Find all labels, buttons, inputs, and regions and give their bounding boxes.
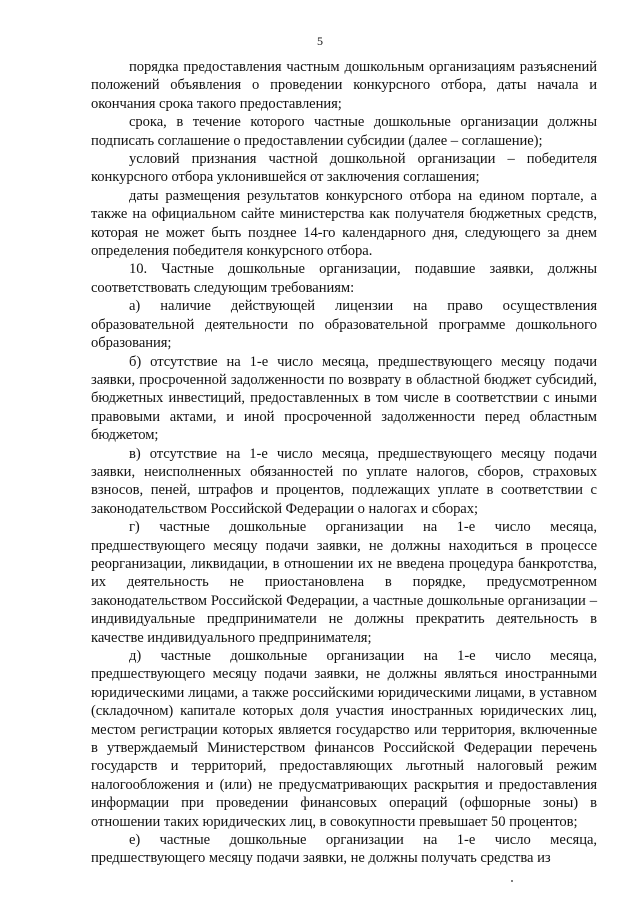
scan-dot bbox=[511, 880, 513, 882]
paragraph-agreement-deadline: срока, в течение которого частные дошкольные организации должны подписать соглашение о предоставлении субсидии (далее – соглашение); bbox=[91, 114, 597, 149]
document-body bbox=[91, 58, 597, 868]
paragraph-item-v-tax-obligations: в) отсутствие на 1-е число месяца, предшествующего месяцу подачи заявки, неисполненных обязанностей по уплате налогов, сборов, страховых взносов, пеней, штрафов и процентов, подлежащих уплате в соответствии с законодательством Российской Федерации о налогах и сборах; bbox=[91, 445, 597, 517]
paragraph-item-a-license: а) наличие действующей лицензии на право осуществления образовательной деятельности по образовательной программе дошкольного образования; bbox=[91, 298, 597, 352]
paragraph-procedure-clarifications: порядка предоставления частным дошкольным организациям разъяснений положений объявления о проведении конкурсного отбора, даты начала и окончания срока такого предоставления; bbox=[91, 59, 597, 112]
paragraph-item-g-reorganization: г) частные дошкольные организации на 1-е число месяца, предшествующего месяцу подачи заявки, не должны находиться в процессе реорганизации, ликвидации, в отношении их не введена процедура банкротства, их деятельность не приостановлена в порядке, предусмотренном законодательством Российской Федерации, а частные дошкольные организации – индивидуальные предприниматели не должны прекратить деятельность в качестве индивидуального предпринимателя; bbox=[91, 519, 597, 646]
paragraph-evasion-conditions: условий признания частной дошкольной организации – победителя конкурсного отбора уклонившейся от заключения соглашения; bbox=[91, 151, 597, 186]
paragraph-item-e-other-funds: е) частные дошкольные организации на 1-е число месяца, предшествующего месяцу подачи заявки, не должны получать средства из bbox=[91, 832, 597, 867]
paragraph-item-d-foreign-entities: д) частные дошкольные организации на 1-е число месяца, предшествующего месяцу подачи заявки, не должны являться иностранными юридическими лицами, а также российскими юридическими лицами, в уставном (складочном) капитале которых доля участия иностранных юридических лиц, местом регистрации которых является государство или территория, включенные в утверждаемый Министерством финансов Российской Федерации перечень государств и территорий, предоставляющих льготный налоговый режим налогообложения и (или) не предусматривающих раскрытия и предоставления информации при проведении финансовых операций (офшорные зоны) в отношении таких юридических лиц, в совокупности превышает 50 процентов; bbox=[91, 648, 597, 830]
paragraph-results-publication-date: даты размещения результатов конкурсного отбора на едином портале, а также на официальном сайте министерства как получателя бюджетных средств, которая не может быть позднее 14-го календарного дня, следующего за днем определения победителя конкурсного отбора. bbox=[91, 187, 597, 260]
page-number: 5 bbox=[317, 34, 323, 48]
paragraph-clause-10: 10. Частные дошкольные организации, подавшие заявки, должны соответствовать следующим требованиям: bbox=[91, 261, 597, 296]
paragraph-item-b-budget-debt: б) отсутствие на 1-е число месяца, предшествующего месяцу подачи заявки, просроченной задолженности по возврату в областной бюджет субсидий, бюджетных инвестиций, предоставленных в том числе в соответствии с иными правовыми актами, и иной просроченной задолженности перед областным бюджетом; bbox=[91, 353, 597, 444]
